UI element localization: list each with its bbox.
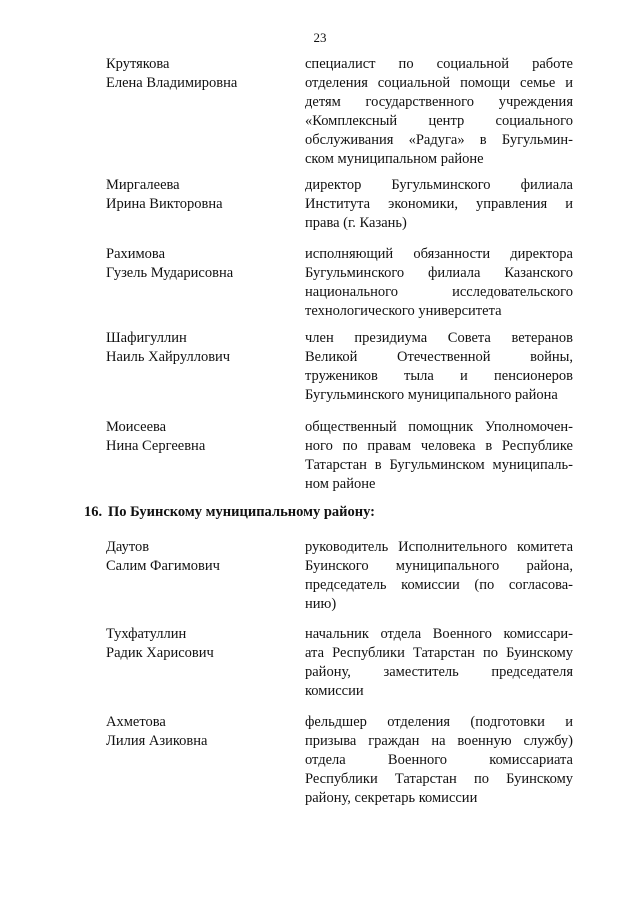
member-role-line: общественный помощник Уполномочен- [305,419,573,435]
member-name [106,245,296,283]
section-heading [84,504,375,521]
member-name-line: Елена Владимировна [106,75,238,91]
member-name-line: Моисеева [106,419,167,435]
member-name-line: Радик Харисович [106,645,214,661]
member-role-line: отдела Военного комиссариата [305,752,573,768]
member-role-line: ском муниципальном районе [305,151,484,167]
member-role [305,176,573,233]
member-role-line: директор Бугульминского филиала [305,177,573,193]
member-role-line: руководитель Исполнительного комитета [305,539,573,555]
member-role-line: ного по правам человека в Республике [305,438,573,454]
member-name-line: Салим Фагимович [106,558,220,574]
member-name-line: Ирина Викторовна [106,196,223,212]
member-name [106,55,296,93]
member-name-line: Лилия Азиковна [106,733,208,749]
member-name-line: Ахметова [106,714,166,730]
member-name [106,538,296,576]
member-name [106,713,296,751]
member-role-line: специалист по социальной работе [305,56,573,72]
member-name-line: Гузель Мударисовна [106,265,234,281]
member-role [305,245,573,321]
member-name [106,418,296,456]
member-role-line: нию) [305,596,337,612]
member-role [305,55,573,169]
member-role-line: району, заместитель председателя [305,664,573,680]
member-name-line: Шафигуллин [106,330,187,346]
member-name-line: Тухфатуллин [106,626,187,642]
member-role-line: исполняющий обязанности директора [305,246,573,262]
member-name-line: Рахимова [106,246,166,262]
member-name [106,329,296,367]
member-name-line: Нина Сергеевна [106,438,206,454]
member-role-line: комиссии [305,683,364,699]
section-title: По Буинскому муниципальному району: [108,504,375,520]
member-role-line: национального исследовательского [305,284,573,300]
member-role [305,538,573,614]
member-name-line: Миргалеева [106,177,180,193]
member-role [305,418,573,494]
member-role-line: отделения социальной помощи семье и [305,75,573,91]
member-name-line: Даутов [106,539,150,555]
member-role-line: начальник отдела Военного комиссари- [305,626,573,642]
member-role-line: Великой Отечественной войны, [305,349,573,365]
section-number: 16. [84,504,103,520]
member-role [305,329,573,405]
member-name [106,176,296,214]
member-role-line: детям государственного учреждения [305,94,573,110]
member-role-line: ном районе [305,476,376,492]
member-role-line: Института экономики, управления и [305,196,573,212]
member-role-line: технологического университета [305,303,502,319]
member-role-line: обслуживания «Радуга» в Бугульмин- [305,132,573,148]
member-role [305,625,573,701]
member-name-line: Наиль Хайруллович [106,349,231,365]
member-role-line: Бугульминского филиала Казанского [305,265,573,281]
member-role-line: Бугульминского муниципального района [305,387,558,403]
member-role-line: «Комплексный центр социального [305,113,573,129]
member-name [106,625,296,663]
member-role-line: тружеников тыла и пенсионеров [305,368,573,384]
member-role-line: права (г. Казань) [305,215,407,231]
page-number: 23 [313,30,327,45]
member-role-line: району, секретарь комиссии [305,790,478,806]
member-role-line: Буинского муниципального района, [305,558,573,574]
member-role-line: ата Республики Татарстан по Буинскому [305,645,573,661]
member-role [305,713,573,808]
member-role-line: фельдшер отделения (подготовки и [305,714,573,730]
member-name-line: Крутякова [106,56,170,72]
member-role-line: председатель комиссии (по согласова- [305,577,573,593]
member-role-line: призыва граждан на военную службу) [305,733,573,749]
member-role-line: Татарстан в Бугульминском муниципаль- [305,457,573,473]
member-role-line: Республики Татарстан по Буинскому [305,771,573,787]
member-role-line: член президиума Совета ветеранов [305,330,573,346]
